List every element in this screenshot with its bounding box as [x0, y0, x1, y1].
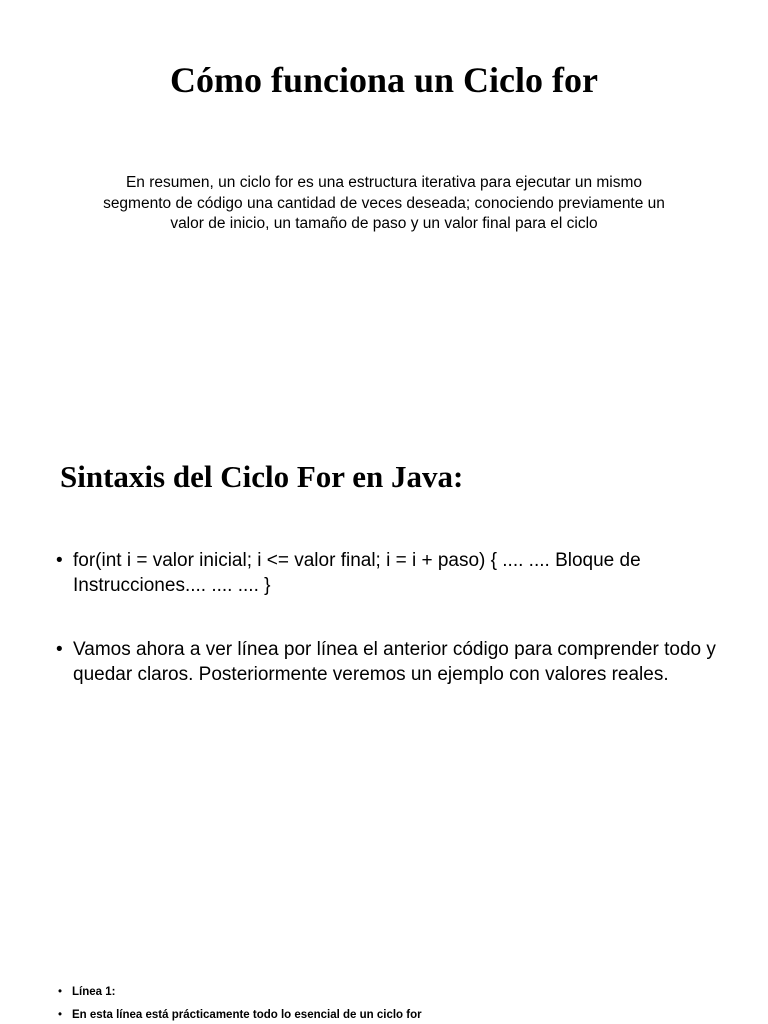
note-text: En esta línea está prácticamente todo lo esencial de un ciclo for [72, 1009, 422, 1021]
list-item [56, 638, 716, 687]
section-title: Sintaxis del Ciclo For en Java: [60, 459, 464, 494]
list-item [58, 1007, 718, 1023]
bullet-icon: • [58, 986, 63, 998]
bullet-icon: • [56, 639, 63, 660]
note-text: Línea 1: [72, 986, 116, 998]
list-item [58, 984, 718, 1000]
bullet-icon: • [58, 1009, 63, 1021]
bullet-text: for(int i = valor inicial; i <= valor final; i = i + paso) { .... .... Bloque de Instrucciones.... .... .... } [73, 550, 641, 596]
bullet-text: Vamos ahora a ver línea por línea el anterior código para comprender todo y quedar claros. Posteriormente veremos un ejemplo con valores reales. [73, 639, 716, 685]
list-item [56, 549, 716, 598]
notes-list [58, 984, 718, 1023]
intro-paragraph: En resumen, un ciclo for es una estructura iterativa para ejecutar un mismo segmento de código una cantidad de veces deseada; conociendo previamente un valor de inicio, un tamaño de paso y un valor final para el ciclo [103, 174, 665, 232]
bullet-icon: • [56, 550, 63, 571]
page-title: Cómo funciona un Ciclo for [169, 60, 598, 100]
syntax-bullet-list [56, 549, 716, 687]
